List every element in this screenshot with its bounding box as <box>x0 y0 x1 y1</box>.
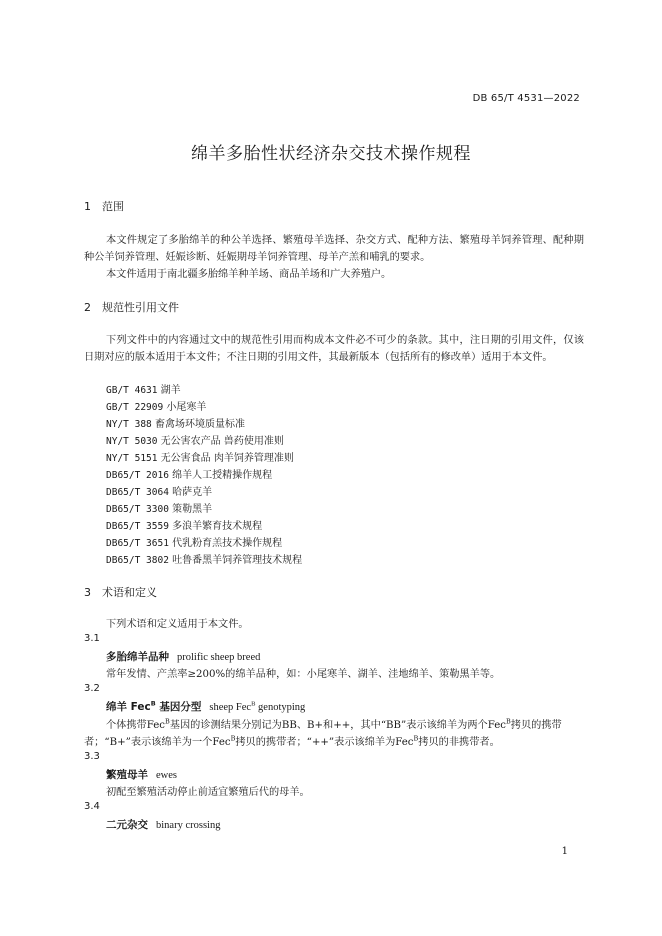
terms-intro: 下列术语和定义适用于本文件。 <box>106 619 249 630</box>
reference-name: 畜禽场环境质量标准 <box>154 419 245 430</box>
term-en: binary crossing <box>156 820 221 831</box>
section-heading-scope <box>84 198 124 214</box>
reference-item <box>106 534 282 549</box>
clause-number: 3.1 <box>84 633 100 644</box>
clause-number: 3.2 <box>84 683 100 694</box>
reference-name: 代乳粉育羔技术操作规程 <box>172 538 283 549</box>
term-heading <box>106 699 305 714</box>
scope-paragraph-2: 本文件适用于南北疆多胎绵羊种羊场、商品羊场和广大养殖户。 <box>106 269 392 280</box>
reference-code: GB/T 22909 <box>106 402 164 413</box>
reference-code: DB65/T 3559 <box>106 521 169 532</box>
clause-number: 3.3 <box>84 751 100 762</box>
term-zh: 二元杂交 <box>106 819 148 831</box>
reference-item <box>106 415 245 430</box>
clause-number: 3.4 <box>84 801 100 812</box>
normative-intro: 下列文件中的内容通过文中的规范性引用而构成本文件必不可少的条款。其中，注日期的引用文件，仅该日期对应的版本适用于本文件；不注日期的引用文件，其最新版本（包括所有的修改单）适用于本文件。 <box>84 335 584 363</box>
section-title: 术语和定义 <box>102 586 157 599</box>
reference-name: 哈萨克羊 <box>172 487 213 498</box>
term-definition-line-1: 个体携带Fec$^B$基因的诊测结果分别记为BB、B+和++，其中“BB”表示该绵羊为两个Fec$^B$拷贝的携带 <box>106 717 562 731</box>
section-number: 3 <box>84 586 91 599</box>
reference-item <box>106 517 262 532</box>
reference-name: 湖羊 <box>160 385 181 396</box>
term-zh: 繁殖母羊 <box>106 769 148 781</box>
term-definition-line-2: 者；“B+”表示该绵羊为一个Fec$^B$拷贝的携带者；“++”表示该绵羊为Fec$^B$拷贝的非携带者。 <box>84 734 500 748</box>
reference-code: NY/T 5030 <box>106 436 158 447</box>
term-heading <box>106 649 260 664</box>
reference-code: GB/T 4631 <box>106 385 158 396</box>
reference-item <box>106 449 294 464</box>
page-number: 1 <box>561 846 568 857</box>
reference-code: DB65/T 2016 <box>106 470 169 481</box>
reference-name: 策勒黑羊 <box>172 504 213 515</box>
reference-item <box>106 483 212 498</box>
reference-code: DB65/T 3064 <box>106 487 169 498</box>
section-number: 2 <box>84 301 91 314</box>
reference-name: 多浪羊繁育技术规程 <box>172 521 263 532</box>
reference-code: NY/T 388 <box>106 419 152 430</box>
page-title: 绵羊多胎性状经济杂交技术操作规程 <box>191 144 471 164</box>
standard-code: DB 65/T 4531—2022 <box>472 93 580 104</box>
reference-item <box>106 381 181 396</box>
term-definition: 初配至繁殖活动停止前适宜繁殖后代的母羊。 <box>106 787 310 798</box>
reference-name: 无公害食品 肉羊饲养管理准则 <box>160 453 294 464</box>
reference-name: 绵羊人工授精操作规程 <box>172 470 273 481</box>
reference-code: NY/T 5151 <box>106 453 158 464</box>
term-en: sheep Fec$^B$ genotyping <box>209 700 306 713</box>
reference-name: 吐鲁番黑羊饲养管理技术规程 <box>172 555 303 566</box>
reference-name: 小尾寒羊 <box>166 402 207 413</box>
reference-item <box>106 398 206 413</box>
term-heading <box>106 817 220 832</box>
section-number: 1 <box>84 200 91 213</box>
term-zh: 多胎绵羊品种 <box>106 651 169 663</box>
term-definition: 常年发情、产羔率≥200%的绵羊品种，如：小尾寒羊、湖羊、洼地绵羊、策勒黑羊等。 <box>106 669 501 680</box>
reference-item <box>106 466 272 481</box>
reference-name: 无公害农产品 兽药使用准则 <box>160 436 284 447</box>
reference-item <box>106 432 284 447</box>
section-heading-terms <box>84 584 157 600</box>
reference-item <box>106 551 302 566</box>
section-heading-normative <box>84 299 179 315</box>
reference-code: DB65/T 3651 <box>106 538 169 549</box>
section-title: 规范性引用文件 <box>102 301 179 314</box>
reference-item <box>106 500 212 515</box>
term-en: ewes <box>156 770 177 781</box>
term-zh: 绵羊 Fec$^B$ 基因分型 <box>106 699 202 713</box>
reference-code: DB65/T 3300 <box>106 504 169 515</box>
term-en: prolific sheep breed <box>177 652 261 663</box>
term-heading <box>106 767 177 782</box>
reference-code: DB65/T 3802 <box>106 555 169 566</box>
section-title: 范围 <box>102 200 124 213</box>
scope-paragraph-1: 本文件规定了多胎绵羊的种公羊选择、繁殖母羊选择、杂交方式、配种方法、繁殖母羊饲养管理、配种期种公羊饲养管理、妊娠诊断、妊娠期母羊饲养管理、母羊产羔和哺乳的要求。 <box>84 235 584 263</box>
